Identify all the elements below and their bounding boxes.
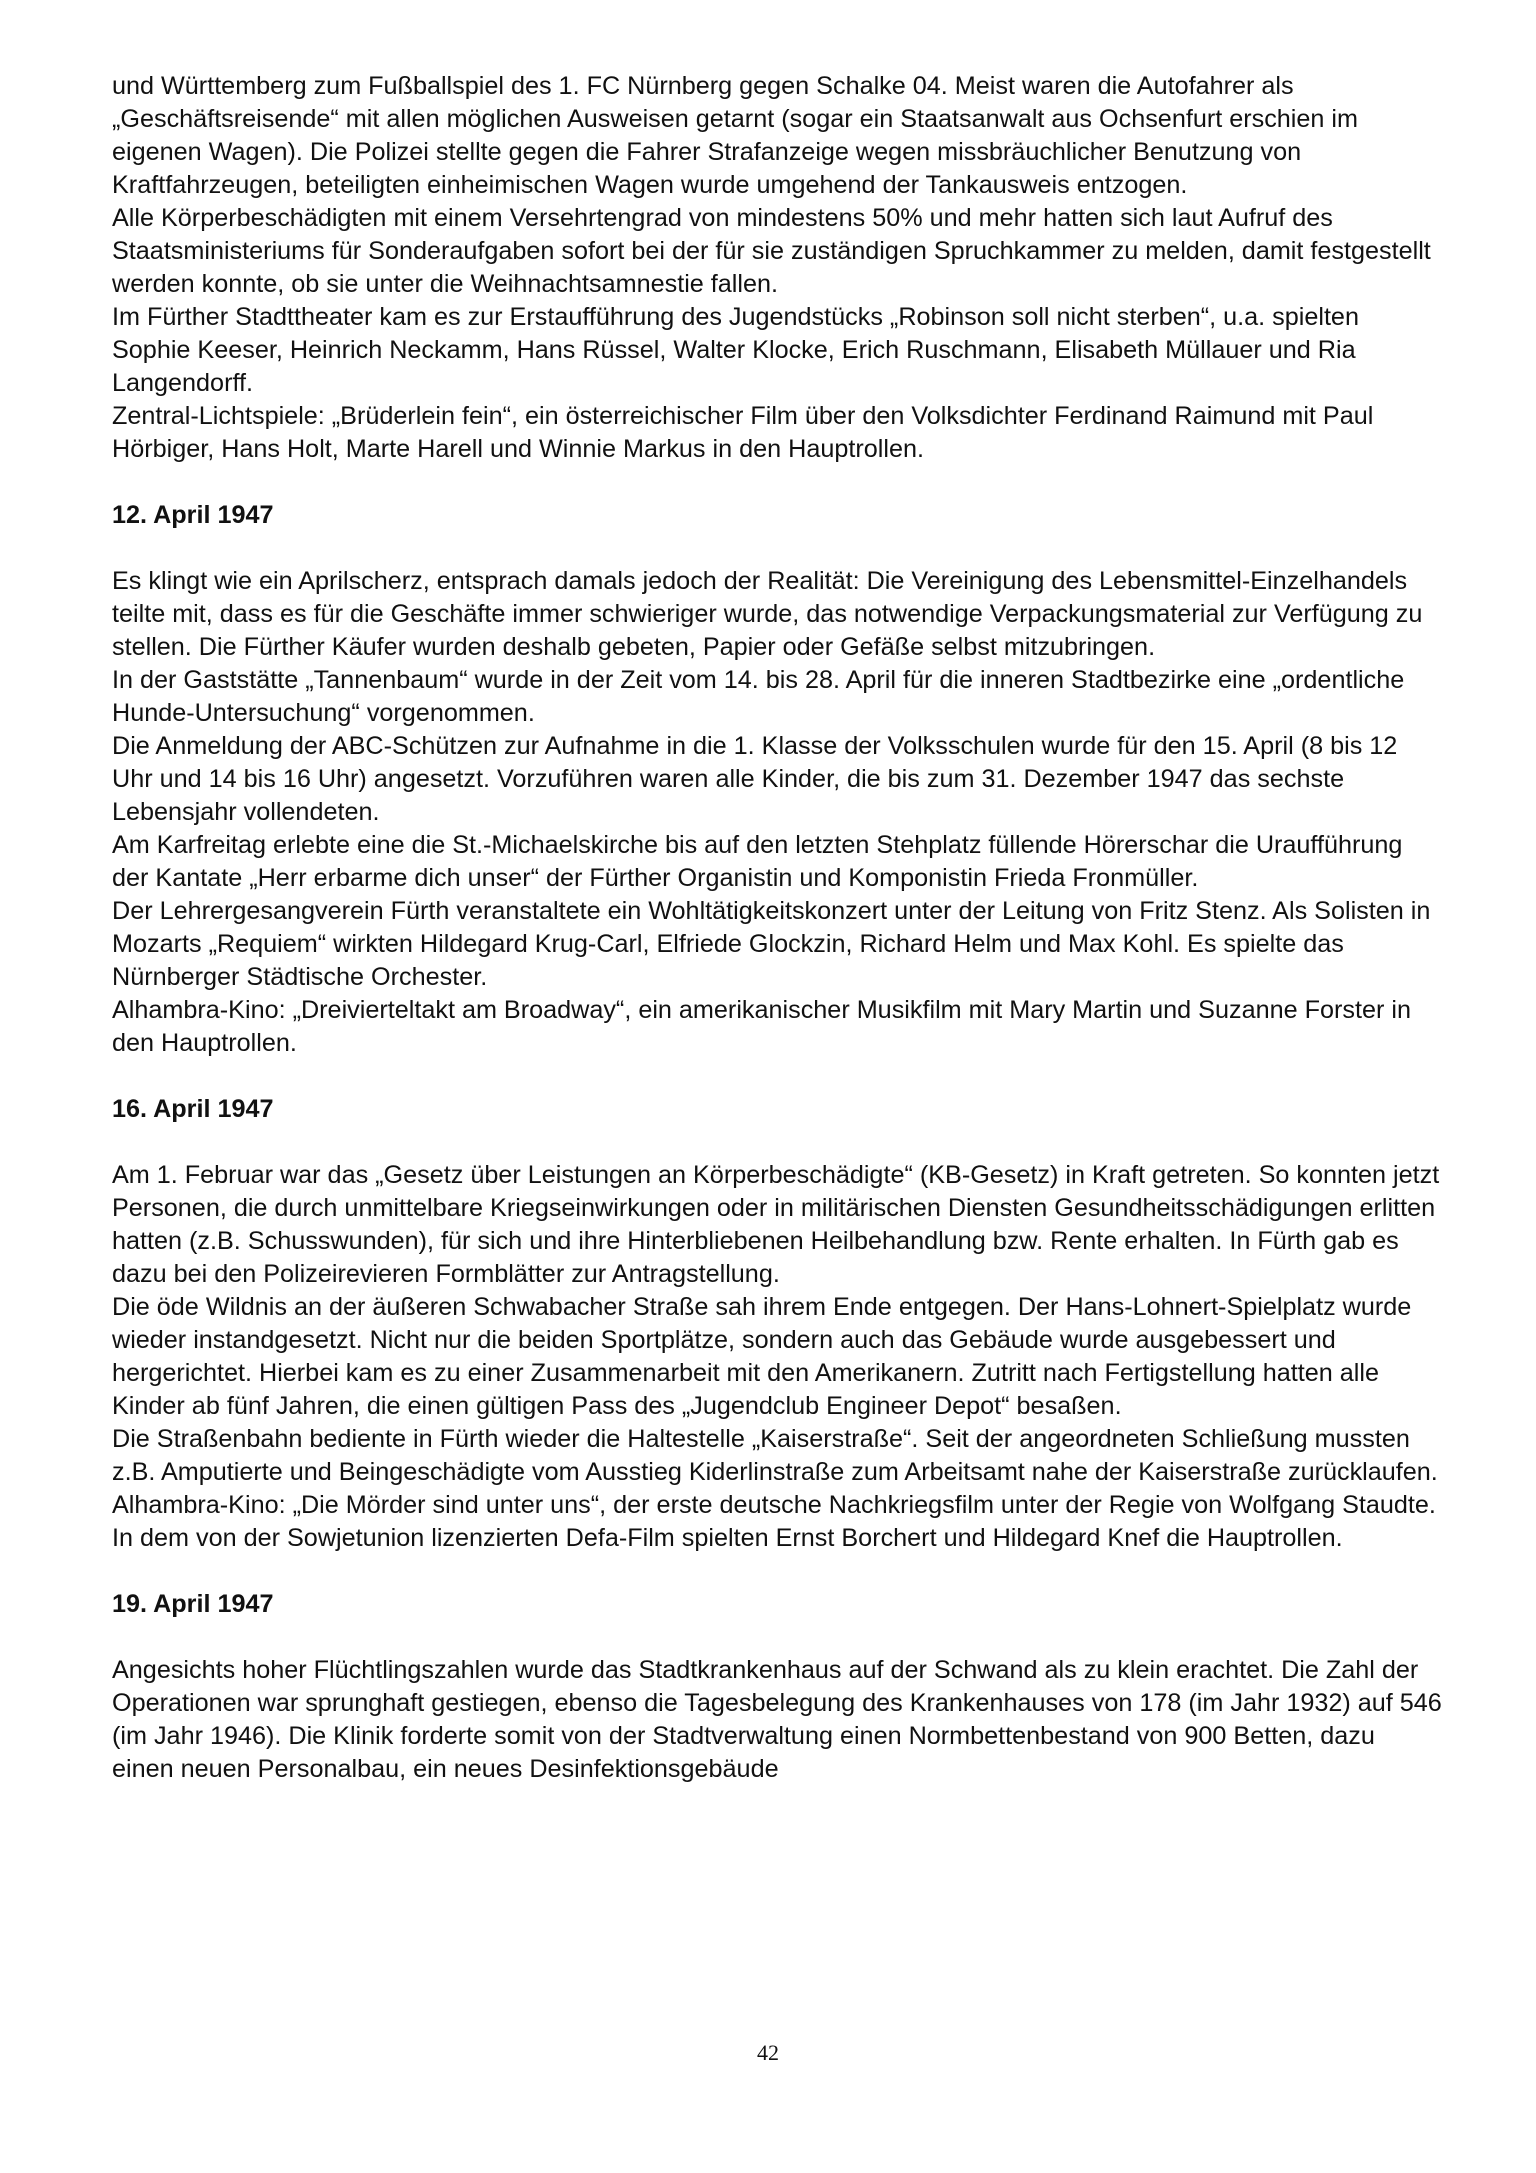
paragraph: Die Anmeldung der ABC-Schützen zur Aufnahme in die 1. Klasse der Volksschulen wurde für den 15. April (8 bis 12 Uhr und 14 bis 16 Uhr) angesetzt. Vorzuführen waren alle Kinder, die bis zum 31. Dezember 1947 das sechste Lebensjahr vollendeten. [112, 732, 1398, 826]
paragraph: Der Lehrergesangverein Fürth veranstaltete ein Wohltätigkeitskonzert unter der Leitung von Fritz Stenz. Als Solisten in Mozarts „Requiem“ wirkten Hildegard Krug-Carl, Elfriede Glockzin, Richard Helm und Max Kohl. Es spielte das Nürnberger Städtische Orchester. [112, 897, 1431, 991]
page-number: 42 [757, 2040, 779, 2065]
section-heading: 12. April 1947 [112, 501, 274, 529]
intro-block [112, 70, 1442, 466]
section-12-april [112, 499, 1442, 1060]
paragraph: Die Straßenbahn bediente in Fürth wieder die Haltestelle „Kaiserstraße“. Seit der angeordneten Schließung mussten z.B. Amputierte und Beingeschädigte vom Ausstieg Kiderlinstraße zum Arbeitsamt nahe der Kaiserstraße zurücklaufen. [112, 1425, 1438, 1486]
document-page [112, 70, 1442, 1786]
paragraph: In der Gaststätte „Tannenbaum“ wurde in der Zeit vom 14. bis 28. April für die inneren Stadtbezirke eine „ordentliche Hunde-Untersuchung“ vorgenommen. [112, 666, 1405, 727]
paragraph: Am Karfreitag erlebte eine die St.-Michaelskirche bis auf den letzten Stehplatz füllende Hörerschar die Uraufführung der Kantate „Herr erbarme dich unser“ der Fürther Organistin und Komponistin Frieda Fronmüller. [112, 831, 1403, 892]
paragraph: Zentral-Lichtspiele: „Brüderlein fein“, ein österreichischer Film über den Volksdichter Ferdinand Raimund mit Paul Hörbiger, Hans Holt, Marte Harell und Winnie Markus in den Hauptrollen. [112, 402, 1374, 463]
paragraph: Es klingt wie ein Aprilscherz, entsprach damals jedoch der Realität: Die Vereinigung des Lebensmittel-Einzelhandels teilte mit, dass es für die Geschäfte immer schwieriger wurde, das notwendige Verpackungsmaterial zur Verfügung zu stellen. Die Fürther Käufer wurden deshalb gebeten, Papier oder Gefäße selbst mitzubringen. [112, 567, 1423, 661]
section-heading: 19. April 1947 [112, 1590, 274, 1618]
paragraph: und Württemberg zum Fußballspiel des 1. FC Nürnberg gegen Schalke 04. Meist waren die Autofahrer als „Geschäftsreisende“ mit allen möglichen Ausweisen getarnt (sogar ein Staatsanwalt aus Ochsenfurt erschien im eigenen Wagen). Die Polizei stellte gegen die Fahrer Strafanzeige wegen missbräuchlicher Benutzung von Kraftfahrzeugen, beteiligten einheimischen Wagen wurde umgehend der Tankausweis entzogen. [112, 72, 1358, 199]
paragraph: Alle Körperbeschädigten mit einem Versehrtengrad von mindestens 50% und mehr hatten sich laut Aufruf des Staatsministeriums für Sonderaufgaben sofort bei der für sie zuständigen Spruchkammer zu melden, damit festgestellt werden konnte, ob sie unter die Weihnachtsamnestie fallen. [112, 204, 1431, 298]
paragraph: Im Fürther Stadttheater kam es zur Erstaufführung des Jugendstücks „Robinson soll nicht sterben“, u.a. spielten Sophie Keeser, Heinrich Neckamm, Hans Rüssel, Walter Klocke, Erich Ruschmann, Elisabeth Müllauer und Ria Langendorff. [112, 303, 1359, 397]
section-16-april [112, 1093, 1442, 1555]
paragraph: Alhambra-Kino: „Die Mörder sind unter uns“, der erste deutsche Nachkriegsfilm unter der Regie von Wolfgang Staudte. In dem von der Sowjetunion lizenzierten Defa-Film spielten Ernst Borchert und Hildegard Knef die Hauptrollen. [112, 1491, 1436, 1552]
paragraph: Alhambra-Kino: „Dreivierteltakt am Broadway“, ein amerikanischer Musikfilm mit Mary Martin und Suzanne Forster in den Hauptrollen. [112, 996, 1411, 1057]
section-19-april [112, 1588, 1442, 1786]
paragraph: Die öde Wildnis an der äußeren Schwabacher Straße sah ihrem Ende entgegen. Der Hans-Lohnert-Spielplatz wurde wieder instandgesetzt. Nicht nur die beiden Sportplätze, sondern auch das Gebäude wurde ausgebessert und hergerichtet. Hierbei kam es zu einer Zusammenarbeit mit den Amerikanern. Zutritt nach Fertigstellung hatten alle Kinder ab fünf Jahren, die einen gültigen Pass des „Jugendclub Engineer Depot“ besaßen. [112, 1293, 1412, 1420]
section-heading: 16. April 1947 [112, 1095, 274, 1123]
paragraph: Angesichts hoher Flüchtlingszahlen wurde das Stadtkrankenhaus auf der Schwand als zu klein erachtet. Die Zahl der Operationen war sprunghaft gestiegen, ebenso die Tagesbelegung des Krankenhauses von 178 (im Jahr 1932) auf 546 (im Jahr 1946). Die Klinik forderte somit von der Stadtverwaltung einen Normbettenbestand von 900 Betten, dazu einen neuen Personalbau, ein neues Desinfektionsgebäude [112, 1656, 1442, 1783]
paragraph: Am 1. Februar war das „Gesetz über Leistungen an Körperbeschädigte“ (KB-Gesetz) in Kraft getreten. So konnten jetzt Personen, die durch unmittelbare Kriegseinwirkungen oder in militärischen Diensten Gesundheitsschädigungen erlitten hatten (z.B. Schusswunden), für sich und ihre Hinterbliebenen Heilbehandlung bzw. Rente erhalten. In Fürth gab es dazu bei den Polizeirevieren Formblätter zur Antragstellung. [112, 1161, 1440, 1288]
